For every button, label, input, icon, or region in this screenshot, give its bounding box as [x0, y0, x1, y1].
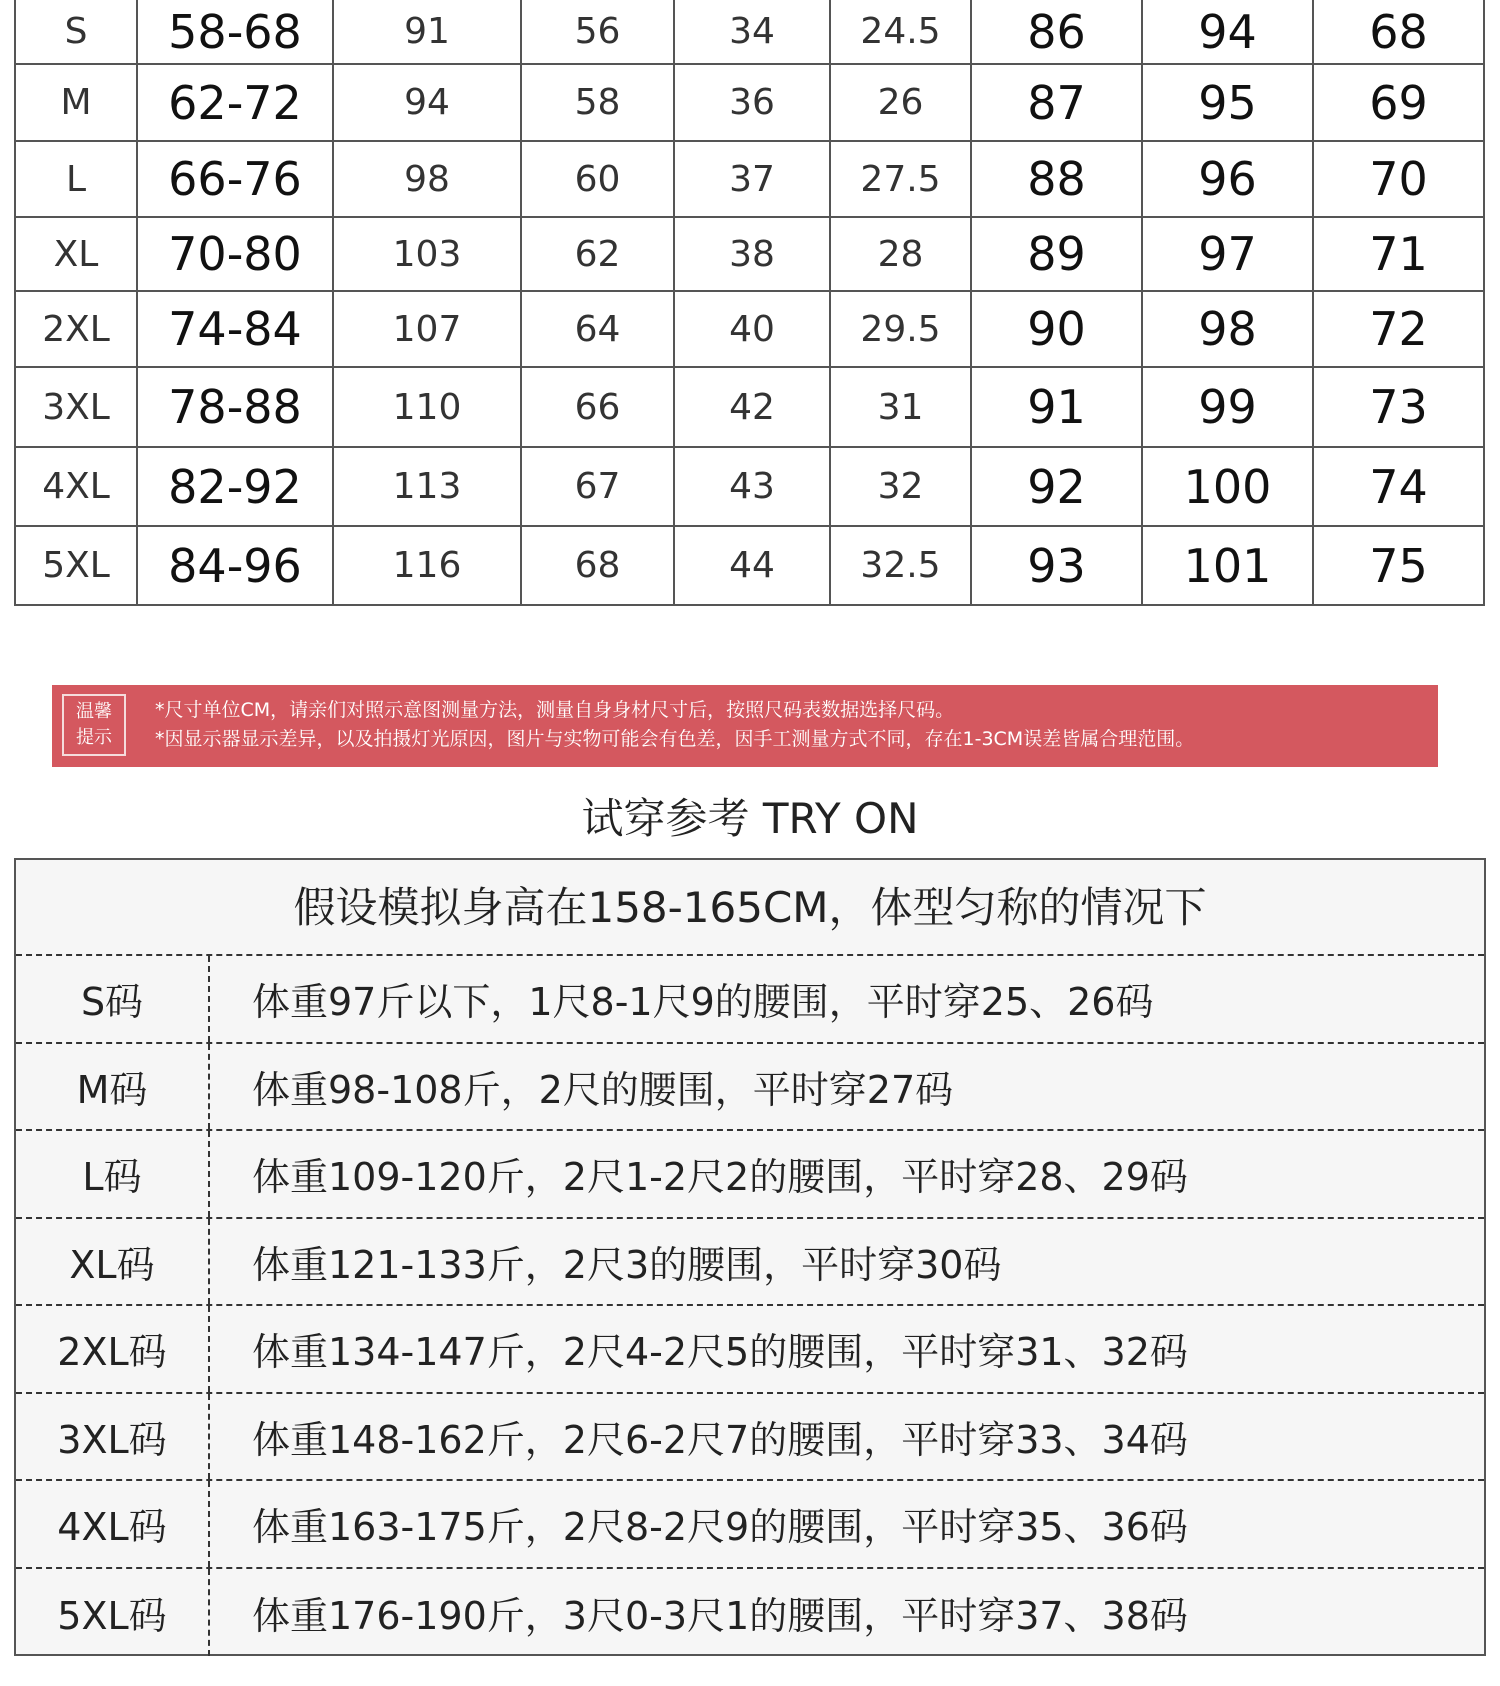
size-value-cell: 60 [521, 141, 674, 217]
size-chart-row [15, 447, 1484, 526]
try-on-size: L码 [16, 1131, 210, 1217]
size-value-cell: 74 [1313, 447, 1484, 526]
size-value-cell: 72 [1313, 291, 1484, 367]
size-label-cell: 4XL [15, 447, 137, 526]
size-value-cell: 43 [674, 447, 830, 526]
size-label-cell: 3XL [15, 367, 137, 447]
size-chart-row [15, 0, 1484, 64]
size-value-cell: 82-92 [137, 447, 333, 526]
warm-tip-badge [62, 694, 126, 756]
size-label-cell: M [15, 64, 137, 141]
size-value-cell: 113 [333, 447, 521, 526]
size-value-cell: 62-72 [137, 64, 333, 141]
try-on-title: 试穿参考 TRY ON [581, 794, 919, 843]
size-value-cell: 70 [1313, 141, 1484, 217]
size-value-cell: 88 [971, 141, 1142, 217]
size-chart-row [15, 141, 1484, 217]
size-value-cell: 68 [1313, 0, 1484, 64]
tip-badge-line1: 温馨 [76, 701, 112, 722]
try-on-header: 假设模拟身高在158-165CM，体型匀称的情况下 [16, 860, 1484, 956]
try-on-description: 体重148-162斤，2尺6-2尺7的腰围，平时穿33、34码 [252, 1417, 1188, 1462]
try-on-size: M码 [16, 1044, 210, 1130]
size-value-cell: 99 [1142, 367, 1313, 447]
size-value-cell: 26 [830, 64, 971, 141]
size-value-cell: 96 [1142, 141, 1313, 217]
size-value-cell: 68 [521, 526, 674, 605]
size-value-cell: 87 [971, 64, 1142, 141]
try-on-size: 2XL码 [16, 1306, 210, 1392]
try-on-row [16, 1481, 1484, 1569]
size-value-cell: 95 [1142, 64, 1313, 141]
try-on-description: 体重121-133斤，2尺3的腰围，平时穿30码 [252, 1242, 1002, 1287]
try-on-size: 3XL码 [16, 1394, 210, 1480]
size-value-cell: 103 [333, 217, 521, 291]
size-value-cell: 100 [1142, 447, 1313, 526]
size-value-cell: 31 [830, 367, 971, 447]
size-value-cell: 62 [521, 217, 674, 291]
size-value-cell: 89 [971, 217, 1142, 291]
size-value-cell: 92 [971, 447, 1142, 526]
try-on-size: 5XL码 [16, 1569, 210, 1657]
size-value-cell: 75 [1313, 526, 1484, 605]
tip-badge-line2: 提示 [76, 727, 112, 748]
size-value-cell: 58 [521, 64, 674, 141]
size-label-cell: 2XL [15, 291, 137, 367]
size-value-cell: 93 [971, 526, 1142, 605]
try-on-description: 体重134-147斤，2尺4-2尺5的腰围，平时穿31、32码 [252, 1330, 1188, 1375]
try-on-row [16, 1131, 1484, 1219]
size-chart-row [15, 291, 1484, 367]
size-value-cell: 67 [521, 447, 674, 526]
tip-line-1: *尺寸单位CM，请亲们对照示意图测量方法，测量自身身材尺寸后，按照尺码表数据选择尺码。 [155, 699, 955, 721]
try-on-row [16, 1044, 1484, 1132]
size-value-cell: 86 [971, 0, 1142, 64]
size-value-cell: 44 [674, 526, 830, 605]
size-value-cell: 37 [674, 141, 830, 217]
size-value-cell: 91 [971, 367, 1142, 447]
try-on-description: 体重176-190斤，3尺0-3尺1的腰围，平时穿37、38码 [252, 1593, 1188, 1638]
size-label-cell: XL [15, 217, 137, 291]
size-value-cell: 36 [674, 64, 830, 141]
size-value-cell: 29.5 [830, 291, 971, 367]
size-value-cell: 66-76 [137, 141, 333, 217]
try-on-description: 体重97斤以下，1尺8-1尺9的腰围，平时穿25、26码 [252, 980, 1154, 1025]
try-on-description: 体重109-120斤，2尺1-2尺2的腰围，平时穿28、29码 [252, 1155, 1188, 1200]
try-on-size: S码 [16, 956, 210, 1042]
size-value-cell: 58-68 [137, 0, 333, 64]
size-value-cell: 107 [333, 291, 521, 367]
size-value-cell: 34 [674, 0, 830, 64]
size-chart-row [15, 367, 1484, 447]
size-label-cell: L [15, 141, 137, 217]
size-value-cell: 98 [1142, 291, 1313, 367]
size-chart-row [15, 526, 1484, 605]
size-value-cell: 116 [333, 526, 521, 605]
size-value-cell: 110 [333, 367, 521, 447]
try-on-description: 体重163-175斤，2尺8-2尺9的腰围，平时穿35、36码 [252, 1505, 1188, 1550]
tip-text [155, 696, 1194, 754]
size-value-cell: 64 [521, 291, 674, 367]
tip-line-2: *因显示器显示差异，以及拍摄灯光原因，图片与实物可能会有色差，因手工测量方式不同，存在1-3CM误差皆属合理范围。 [155, 728, 1195, 750]
size-value-cell: 70-80 [137, 217, 333, 291]
size-chart-row [15, 217, 1484, 291]
try-on-table [14, 858, 1486, 1656]
try-on-row [16, 1219, 1484, 1307]
size-value-cell: 32.5 [830, 526, 971, 605]
try-on-description: 体重98-108斤，2尺的腰围，平时穿27码 [252, 1067, 954, 1112]
size-value-cell: 27.5 [830, 141, 971, 217]
try-on-size: 4XL码 [16, 1481, 210, 1567]
size-value-cell: 90 [971, 291, 1142, 367]
size-value-cell: 94 [1142, 0, 1313, 64]
size-label-cell: S [15, 0, 137, 64]
size-value-cell: 84-96 [137, 526, 333, 605]
size-value-cell: 24.5 [830, 0, 971, 64]
size-value-cell: 91 [333, 0, 521, 64]
size-value-cell: 42 [674, 367, 830, 447]
try-on-row [16, 1394, 1484, 1482]
size-value-cell: 74-84 [137, 291, 333, 367]
size-label-cell: 5XL [15, 526, 137, 605]
size-value-cell: 66 [521, 367, 674, 447]
size-chart-row [15, 64, 1484, 141]
size-value-cell: 78-88 [137, 367, 333, 447]
size-value-cell: 73 [1313, 367, 1484, 447]
try-on-row [16, 1306, 1484, 1394]
size-value-cell: 32 [830, 447, 971, 526]
try-on-rows [16, 956, 1484, 1656]
try-on-row [16, 956, 1484, 1044]
size-value-cell: 71 [1313, 217, 1484, 291]
size-value-cell: 56 [521, 0, 674, 64]
size-value-cell: 94 [333, 64, 521, 141]
size-value-cell: 28 [830, 217, 971, 291]
size-value-cell: 38 [674, 217, 830, 291]
size-value-cell: 69 [1313, 64, 1484, 141]
try-on-size: XL码 [16, 1219, 210, 1305]
size-value-cell: 40 [674, 291, 830, 367]
warm-tip-banner [52, 685, 1438, 767]
size-chart-table [14, 0, 1485, 606]
size-value-cell: 101 [1142, 526, 1313, 605]
size-value-cell: 98 [333, 141, 521, 217]
try-on-row [16, 1569, 1484, 1657]
size-value-cell: 97 [1142, 217, 1313, 291]
